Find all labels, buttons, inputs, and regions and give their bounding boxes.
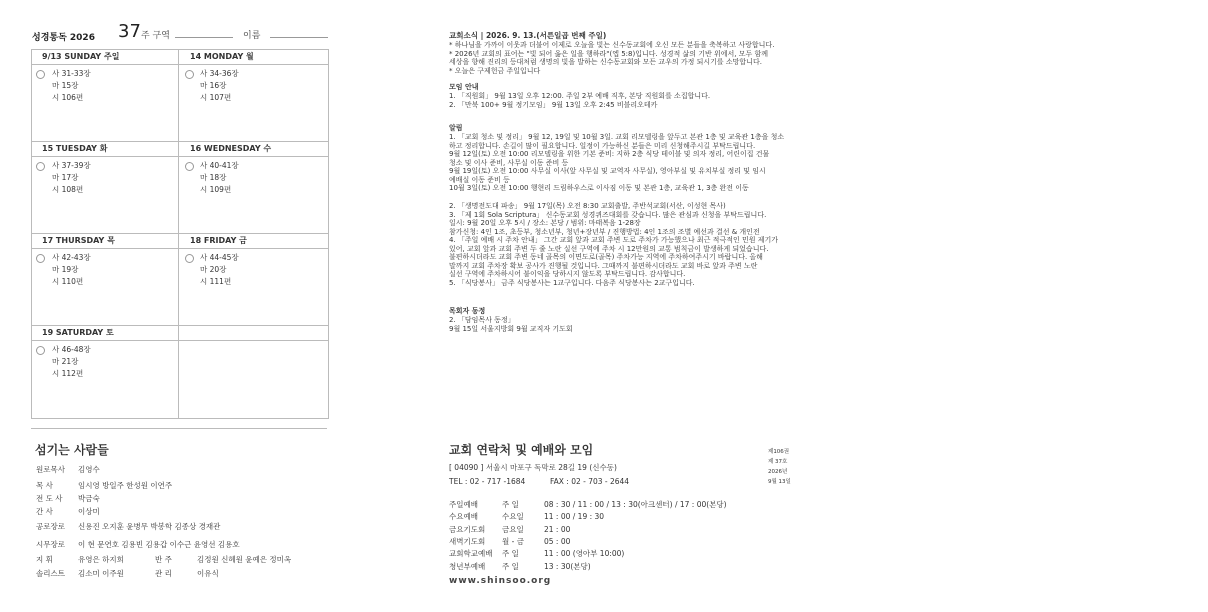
day-label-saturday: 19 SATURDAY 토 <box>42 328 114 337</box>
reading-item: 마 20장 <box>200 265 227 274</box>
server-role: 간 사 <box>36 507 53 516</box>
schedule-time: 08 : 30 / 11 : 00 / 13 : 30(아크센터) / 17 : 00(본당) <box>544 500 727 509</box>
reading-item: 사 34-36장 <box>200 69 239 78</box>
schedule-name: 교회학교예배 <box>449 549 493 558</box>
schedule-day: 월 - 금 <box>502 537 524 546</box>
reading-calendar <box>31 49 329 419</box>
server-names: 김소미 이주원 <box>78 569 124 578</box>
server-names: 김정원 신혜원 윤예은 정미옥 <box>197 555 292 564</box>
notice-line: 예배실 이동 준비 등 <box>449 175 510 184</box>
check-circle[interactable] <box>36 254 45 263</box>
schedule-name: 청년부예배 <box>449 562 486 571</box>
schedule-time: 21 : 00 <box>544 525 571 534</box>
news-intro-line: * 하나님을 가까이 이웃과 더불어 이제로 오늘을 빛는 신수동교회에 오신 모든 분들을 축복하고 사랑합니다. <box>449 41 775 49</box>
reading-item: 시 112편 <box>52 369 84 378</box>
server-role: 전 도 사 <box>36 494 63 503</box>
server-role: 반 주 <box>155 555 172 564</box>
notice-line: 5. 「식당봉사」 금주 식당봉사는 1교구입니다. 다음주 식당봉사는 2교구입니다. <box>449 278 695 287</box>
server-role: 목 사 <box>36 481 53 490</box>
notice-line: 말까지 교회 주차장 확보 공사가 진행될 것입니다. 그때까지 불편하시더라도 교회 바로 앞과 주변 노란 <box>449 261 758 270</box>
reading-item: 시 107편 <box>200 93 232 102</box>
schedule-day: 주 일 <box>502 500 519 509</box>
server-names: 임시영 방일주 한성원 이연주 <box>78 481 173 490</box>
schedule-name: 수요예배 <box>449 512 478 521</box>
news-intro-line: * 오늘은 구제헌금 주일입니다 <box>449 66 541 75</box>
volume-info: 제106권 <box>768 449 790 455</box>
notice-line: 9월 12일(토) 오전 10:00 리모델링을 위한 기본 준비: 지하 2층 식당 테이블 및 의자 정리, 어린이집 건물 <box>449 150 770 158</box>
schedule-time: 13 : 30(본당) <box>544 562 591 571</box>
website-link[interactable]: www.shinsoo.org <box>449 576 552 586</box>
reading-item: 시 111편 <box>200 277 232 286</box>
day-label-tuesday: 15 TUESDAY 화 <box>42 144 108 153</box>
notice-line: 청소 및 이사 준비, 사무실 이동 준비 등 <box>449 158 569 167</box>
contact-title: 교회 연락처 및 예배와 모임 <box>449 443 594 457</box>
server-role: 솔리스트 <box>36 569 65 578</box>
news-intro-line: 세상을 향해 진리의 등대처럼 생명의 빛을 발하는 신수동교회와 모든 교우의 가정 되시기를 소망합니다. <box>449 58 762 66</box>
server-names: 박금숙 <box>78 494 100 503</box>
notice-line: 불편하시더라도 교회 주변 동네 골목의 이면도로(골목) 주차가능 지역에 주차하여주시기 바랍니다. 올해 <box>449 253 763 261</box>
server-names: 신용진 오지훈 윤병무 박봉학 김종상 경재관 <box>78 522 221 531</box>
reading-item: 사 31-33장 <box>52 69 91 78</box>
meeting-line: 2. 「만북 100+ 9월 정기모임」 9월 13일 오후 2:45 비블리오테카 <box>449 100 658 109</box>
news-intro-line: * 2026년 교회의 표어는 "빛 되어 옳은 일을 행하라"(엡 5:8)입니다. 성경적 삶의 기반 위에서, 모두 함께 <box>449 49 768 58</box>
server-role: 관 리 <box>155 569 172 578</box>
schedule-day: 주 일 <box>502 562 519 571</box>
reading-item: 시 109편 <box>200 185 232 194</box>
church-tel: TEL : 02 - 717 -1684 <box>449 477 526 486</box>
server-names: 이 현 문연호 김용빈 김용갑 이수근 윤영선 김용호 <box>78 540 240 549</box>
reading-item: 시 108편 <box>52 185 84 194</box>
notice-line: 1. 「교회 청소 및 정리」 9월 12, 19일 및 10월 3일. 교회 리모델링을 앞두고 본관 1층 및 교육관 1층을 청소 <box>449 133 785 141</box>
church-address: [ 04090 ] 서울시 마포구 독막로 28길 19 (신수동) <box>449 463 617 472</box>
reading-item: 사 42-43장 <box>52 253 91 262</box>
notice-line: 일시: 9월 20일 오후 5시 / 장소: 본당 / 범위: 마태복음 1-28장 <box>449 219 641 227</box>
server-role: 공로장로 <box>36 522 65 531</box>
week-number: 37 <box>118 21 141 42</box>
meetings-heading: 모임 안내 <box>449 83 479 91</box>
issue-info: 제 37호 <box>768 459 788 465</box>
section-divider <box>31 428 327 429</box>
news-title: 교회소식 | 2026. 9. 13.(서른일곱 번째 주일) <box>449 31 607 40</box>
name-label: 이름 <box>243 31 261 41</box>
server-role: 원로목사 <box>36 465 65 474</box>
server-names: 유영은 하지희 <box>78 555 124 564</box>
schedule-time: 05 : 00 <box>544 537 571 546</box>
day-label-monday: 14 MONDAY 월 <box>190 52 254 61</box>
check-circle[interactable] <box>185 254 194 263</box>
meeting-line: 1. 「직원회」 9월 13일 오후 12:00. 주일 2부 예배 직후, 본당 직원회를 소집합니다. <box>449 92 711 100</box>
reading-item: 시 106편 <box>52 93 84 102</box>
day-header-bar <box>179 326 328 341</box>
servers-title: 섬기는 사람들 <box>35 443 109 457</box>
check-circle[interactable] <box>36 346 45 355</box>
notice-line: 3. 「제 1회 Sola Scriptura」 신수동교회 성경퀴즈대회를 갖습니다. 많은 관심과 신청을 부탁드립니다. <box>449 210 767 219</box>
day-label-friday: 18 FRIDAY 금 <box>190 236 247 245</box>
reading-item: 사 40-41장 <box>200 161 239 170</box>
zone-input-line <box>175 37 233 38</box>
server-row <box>155 569 219 579</box>
reading-item: 마 21장 <box>52 357 79 366</box>
reading-item: 사 44-45장 <box>200 253 239 262</box>
pastor-news-line: 9월 15일 서울지방회 9월 교직자 기도회 <box>449 324 573 333</box>
church-fax: FAX : 02 - 703 - 2644 <box>550 477 630 486</box>
reading-item: 사 46-48장 <box>52 345 91 354</box>
reading-item: 마 18장 <box>200 173 227 182</box>
notice-line: 하고 정리합니다. 손길이 많이 필요합니다. 일정이 가능하신 분들은 미리 신청해주시길 부탁드립니다. <box>449 141 756 150</box>
notice-line: 9월 19일(토) 오전 10:00 사무실 이사(앞 사무실 및 교역자 사무실), 영아부실 및 유치부실 정리 및 임시 <box>449 167 766 175</box>
reading-item: 마 17장 <box>52 173 79 182</box>
notices-heading: 알림 <box>449 124 463 132</box>
check-circle[interactable] <box>36 162 45 171</box>
server-role: 시무장로 <box>36 540 65 549</box>
check-circle[interactable] <box>185 162 194 171</box>
year-info: 2026년 <box>768 469 788 475</box>
server-names: 이유식 <box>197 569 219 578</box>
schedule-time: 11 : 00 (영아부 10:00) <box>544 549 625 558</box>
pastor-news-heading: 목회자 동정 <box>449 307 486 315</box>
server-role: 지 휘 <box>36 555 53 564</box>
reading-item: 사 37-39장 <box>52 161 91 170</box>
schedule-day: 수요일 <box>502 512 524 521</box>
notice-line: 실선 구역에 주차하시어 불이익을 당하시지 않도록 부탁드립니다. 감사합니다. <box>449 270 686 278</box>
schedule-name: 주일예배 <box>449 500 478 509</box>
schedule-name: 새벽기도회 <box>449 537 486 546</box>
schedule-day: 주 일 <box>502 549 519 558</box>
reading-item: 마 16장 <box>200 81 227 90</box>
pastor-news-line: 2. 「담임목사 동정」 <box>449 316 515 324</box>
schedule-day: 금요일 <box>502 525 524 534</box>
server-names: 이상미 <box>78 507 100 516</box>
day-label-sunday: 9/13 SUNDAY 주일 <box>42 52 120 61</box>
notice-line: 있어, 교회 앞과 교회 주변 두 줄 노란 실선 구역에 주차 시 12만원의 교통 범칙금이 발생하게 되었습니다. <box>449 244 769 253</box>
server-row <box>155 555 291 565</box>
reading-item: 시 110편 <box>52 277 84 286</box>
date-info: 9월 13일 <box>768 479 791 485</box>
week-zone-label: 주 구역 <box>141 31 170 41</box>
notice-line: 4. 「주일 예배 시 주차 안내」 그간 교회 앞과 교회 주변 도로 주차가 가능했으나 최근 적극적인 민원 제기가 <box>449 236 778 244</box>
day-label-thursday: 17 THURSDAY 목 <box>42 236 115 245</box>
day-label-wednesday: 16 WEDNESDAY 수 <box>190 144 272 153</box>
reading-plan-title: 성경통독 2026 <box>32 33 95 43</box>
check-circle[interactable] <box>185 70 194 79</box>
reading-item: 마 19장 <box>52 265 79 274</box>
check-circle[interactable] <box>36 70 45 79</box>
schedule-time: 11 : 00 / 19 : 30 <box>544 512 605 521</box>
notice-line: 참가신청: 4인 1조, 초등부, 청소년부, 청년+장년부 / 진행방법: 4인 1조의 조별 예선과 결선 & 개인전 <box>449 227 760 236</box>
schedule-name: 금요기도회 <box>449 525 486 534</box>
notice-line: 10월 3일(토) 오전 10:00 행현리 드림하우스로 이사짐 이동 및 본관 1층, 교육관 1, 3층 완전 이동 <box>449 184 749 192</box>
reading-item: 마 15장 <box>52 81 79 90</box>
notice-line: 2. 「생명전도대 파송」 9월 17일(목) 오전 8:30 교회출발, 주반석교회(서산, 이성현 목사) <box>449 202 726 210</box>
server-names: 김영수 <box>78 465 100 474</box>
name-input-line <box>270 37 328 38</box>
